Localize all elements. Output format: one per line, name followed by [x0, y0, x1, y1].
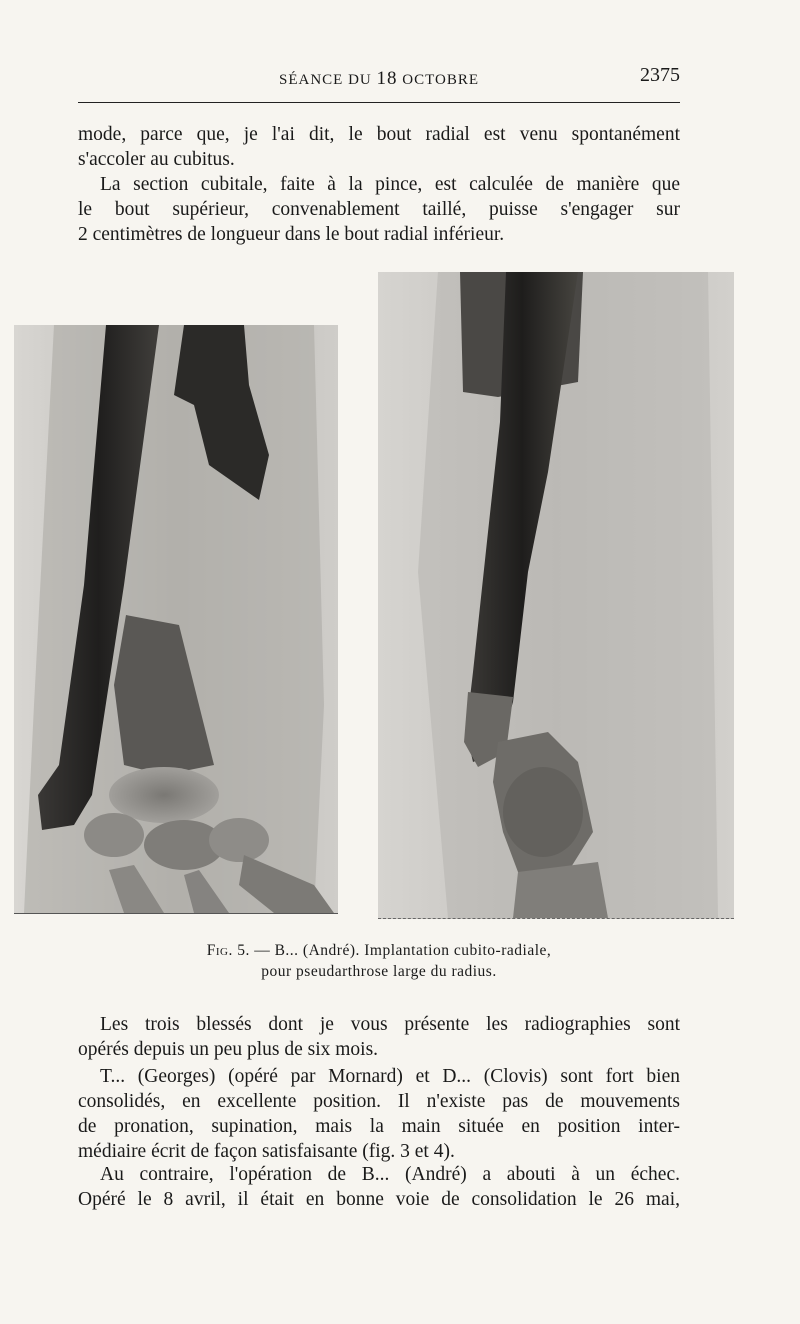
radiograph-right: [378, 272, 734, 919]
text-line: Au contraire, l'opération de B... (André) a abouti à un échec.: [100, 1164, 680, 1185]
text-line: opérés depuis un peu plus de six mois.: [78, 1039, 379, 1060]
text-line: Les trois blessés dont je vous présente les radiographies sont: [100, 1014, 680, 1035]
header-title-date: 18: [376, 68, 398, 89]
header-rule: [78, 102, 680, 103]
text-line: de pronation, supination, mais la main située en position inter-: [78, 1116, 680, 1137]
running-header: [78, 62, 680, 92]
text-line: Opéré le 8 avril, il était en bonne voie de consolidation le 26 mai,: [78, 1189, 680, 1210]
header-title-pre: SÉANCE DU: [279, 72, 377, 88]
text-line: 2 centimètres de longueur dans le bout radial inférieur.: [78, 224, 505, 245]
caption-figure-label: Fig. 5.: [206, 942, 250, 959]
radiograph-left: [14, 325, 338, 914]
text-line: s'accoler au cubitus.: [78, 149, 235, 170]
paragraph-2: [78, 172, 680, 247]
text-line: médiaire écrit de façon satisfaisante (fig. 3 et 4).: [78, 1141, 455, 1162]
text-line: consolidés, en excellente position. Il n'existe pas de mouvements: [78, 1091, 680, 1112]
text-line: mode, parce que, je l'ai dit, le bout radial est venu spontanément: [78, 124, 680, 145]
page-number: 2375: [640, 64, 680, 86]
header-title-post: OCTOBRE: [397, 72, 479, 88]
caption-text-1: — B... (André). Implantation cubito-radiale,: [249, 942, 552, 959]
paragraph-3: [78, 1012, 680, 1062]
text-line: le bout supérieur, convenablement taillé, puisse s'engager sur: [78, 199, 680, 220]
text-line: La section cubitale, faite à la pince, est calculée de manière que: [100, 174, 680, 195]
text-line: T... (Georges) (opéré par Mornard) et D... (Clovis) sont fort bien: [100, 1066, 680, 1087]
paragraph-5: [78, 1162, 680, 1212]
figure-caption: [78, 940, 680, 982]
caption-line-2: pour pseudarthrose large du radius.: [261, 963, 497, 980]
caption-line-1: [78, 940, 680, 961]
paragraph-1: [78, 122, 680, 172]
paragraph-4: [78, 1064, 680, 1164]
header-title: [78, 68, 680, 90]
